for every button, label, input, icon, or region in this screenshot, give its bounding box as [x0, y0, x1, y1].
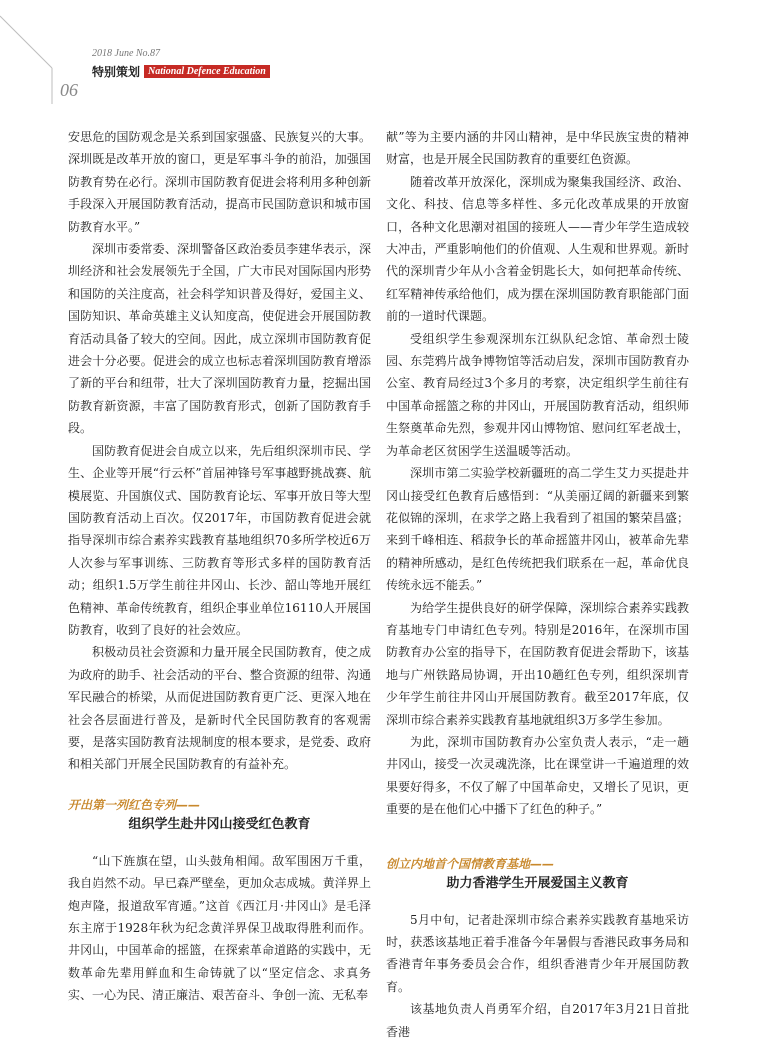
body-paragraph: 献”等为主要内涵的井冈山精神，是中华民族宝贵的精神财富，也是开展全民国防教育的重要红色资源。 — [386, 130, 689, 167]
body-paragraph: 安思危的国防观念是关系到国家强盛、民族复兴的大事。深圳既是改革开放的窗口，更是军事斗争的前沿，加强国防教育势在必行。深圳市国防教育促进会将利用多种创新手段深入开展国防教育活动，提高市民国防意识和城市国防教育水平。” — [68, 130, 371, 234]
section-title: 助力香港学生开展爱国主义教育 — [446, 875, 629, 891]
section-heading — [386, 855, 689, 895]
body-paragraph: 国防教育促进会自成立以来，先后组织深圳市民、学生、企业等开展“行云杯”首届神锋号军事越野挑战赛、航模展览、升国旗仪式、国防教育论坛、军事开放日等大型国防教育活动上百次。仅2017年，市国防教育促进会就指导深圳市综合素养实践教育基地组织70多所学校近6万人次参与军事训练、三防教育等形式多样的国防教育活动；组织1.5万学生前往井冈山、长沙、韶山等地开展红色精神、革命传统教育，组织企事业单位16110人开展国防教育，收到了良好的社会效应。 — [68, 443, 371, 637]
section-kicker: 创立内地首个国情教育基地—— — [386, 856, 555, 871]
body-paragraph: 受组织学生参观深圳东江纵队纪念馆、革命烈士陵园、东莞鸦片战争博物馆等活动启发，深圳市国防教育办公室、教育局经过3个多月的考察，决定组织学生前往有中国革命摇篮之称的井冈山，开展国防教育活动，组织师生祭奠革命先烈，参观井冈山博物馆、慰问红军老战士，为革命老区贫困学生送温暖等活动。 — [386, 331, 689, 458]
right-column — [386, 126, 689, 1043]
body-paragraph: 随着改革开放深化，深圳成为聚集我国经济、政治、文化、科技、信息等多样性、多元化改革成果的开放窗口，各种文化思潮对祖国的接班人——青少年学生造成较大冲击，严重影响他们的价值观、人生观和世界观。新时代的深圳青少年从小含着金钥匙长大，如何把革命传统、红军精神传承给他们，成为摆在深圳国防教育职能部门面前的一道时代课题。 — [386, 174, 689, 324]
page-number: 06 — [60, 80, 78, 100]
body-paragraph: 积极动员社会资源和力量开展全民国防教育，使之成为政府的助手、社会活动的平台、整合资源的纽带、沟通军民融合的桥梁，从而促进国防教育更广泛、更深入地在社会各层面进行普及，是新时代全民国防教育的客观需要，是落实国防教育法规制度的根本要求，是党委、政府和相关部门开展全民国防教育的有益补充。 — [68, 645, 371, 772]
body-paragraph: 该基地负责人肖勇军介绍，自2017年3月21日首批香港 — [386, 1002, 689, 1039]
section-header — [92, 64, 270, 79]
section-title: 组织学生赴井冈山接受红色教育 — [128, 816, 311, 832]
section-title-en: National Defence Education — [144, 65, 270, 78]
left-column — [68, 126, 371, 1007]
body-paragraph: 为给学生提供良好的研学保障，深圳综合素养实践教育基地专门申请红色专列。特别是2016年，在深圳市国防教育办公室的指导下，在国防教育促进会帮助下，该基地与广州铁路局协调，开出10趟红色专列，组织深圳青少年学生前往井冈山开展国防教育。截至2017年底，仅深圳市综合素养实践教育基地就组织3万多学生参加。 — [386, 600, 689, 727]
section-heading — [68, 796, 371, 836]
body-paragraph: 5月中旬，记者赴深圳市综合素养实践教育基地采访时，获悉该基地正着手准备今年暑假与香港民政事务局和香港青年事务委员会合作，组织香港青少年开展国防教育。 — [386, 912, 689, 994]
body-paragraph: 深圳市第二实验学校新疆班的高二学生艾力买提赴井冈山接受红色教育后感悟到：“从美丽辽阔的新疆来到繁花似锦的深圳，在求学之路上我看到了祖国的繁荣昌盛；来到千峰相连、稻菽争长的革命摇篮井冈山，被革命先辈的精神所感动，是红色传统把我们联系在一起，革命优良传统永远不能丢。” — [386, 466, 689, 593]
body-paragraph: 为此，深圳市国防教育办公室负责人表示，“走一趟井冈山，接受一次灵魂洗涤，比在课堂讲一千遍道理的效果要好得多，不仅了解了中国革命史，又增长了见识，更重要的是在他们心中播下了红色的种子。” — [386, 734, 689, 817]
body-paragraph: 深圳市委常委、深圳警备区政治委员李建华表示，深圳经济和社会发展领先于全国，广大市民对国际国内形势和国防的关注度高，社会科学知识普及得好，爱国主义、国防知识、革命英雄主义认知度高，使促进会开展国防教育活动具备了较大的空间。因此，成立深圳市国防教育促进会十分必要。促进会的成立也标志着深圳国防教育增添了新的平台和纽带，壮大了深圳国防教育力量，挖掘出国防教育新资源，丰富了国防教育形式，创新了国防教育手段。 — [68, 242, 371, 436]
issue-label: 2018 June No.87 — [92, 48, 161, 59]
body-paragraph: “山下旌旗在望，山头鼓角相闻。敌军围困万千重，我自岿然不动。早已森严壁垒，更加众志成城。黄洋界上炮声隆，报道敌军宵遁。”这首《西江月·井冈山》是毛泽东主席于1928年秋为纪念黄洋界保卫战取得胜利而作。井冈山，中国革命的摇篮，在探索革命道路的实践中，无数革命先辈用鲜血和生命铸就了以“坚定信念、求真务实、一心为民、清正廉洁、艰苦奋斗、争创一流、无私奉 — [68, 853, 371, 1003]
section-title-cn: 特别策划 — [92, 65, 141, 79]
section-kicker: 开出第一列红色专列—— — [68, 797, 201, 812]
